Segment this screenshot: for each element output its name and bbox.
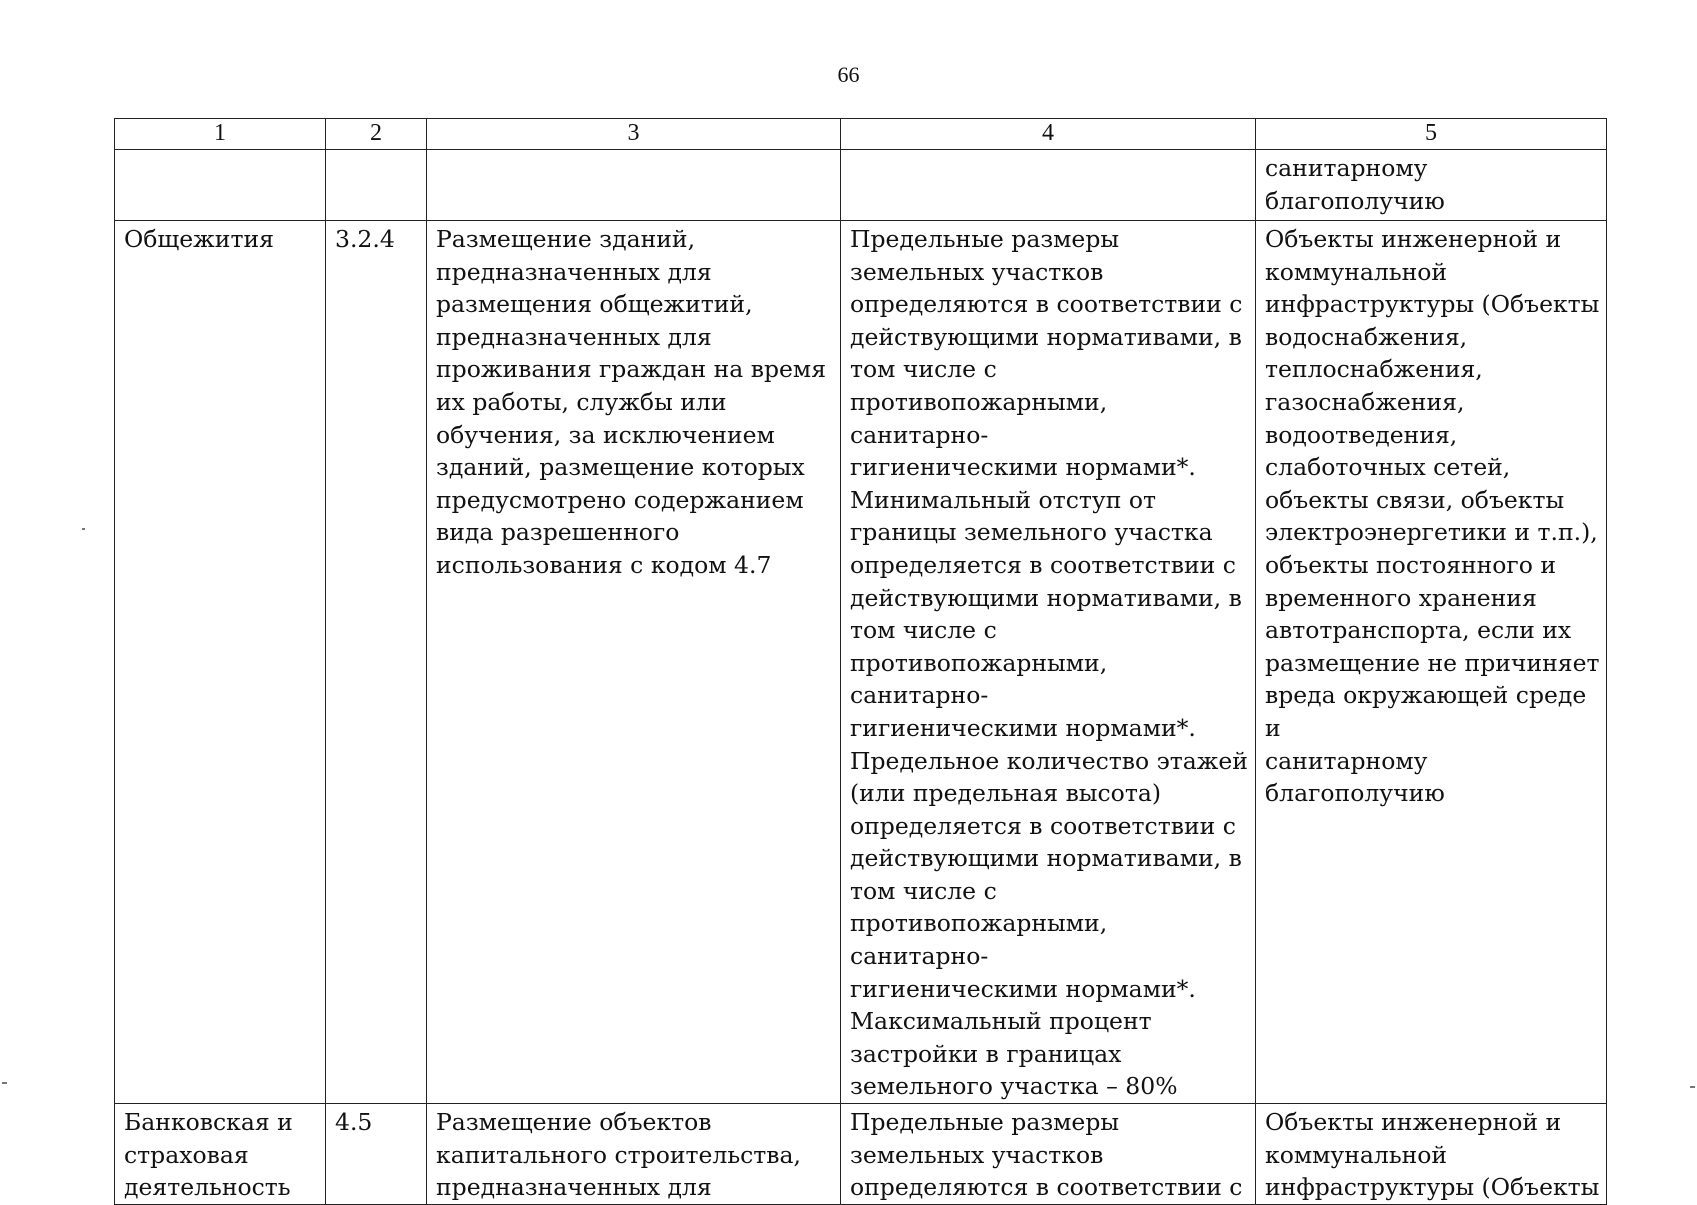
table-row bbox=[115, 221, 1607, 1104]
zoning-table bbox=[114, 118, 1607, 1205]
table-row bbox=[115, 1104, 1607, 1205]
parameters-cell bbox=[841, 150, 1256, 221]
use-code-cell: 4.5 bbox=[326, 1104, 427, 1205]
parameters-cell: Предельные размеры земельных участков определяются в соответствии с bbox=[841, 1104, 1256, 1205]
use-description-cell: Размещение объектов капитального строительства, предназначенных для bbox=[427, 1104, 841, 1205]
use-description-cell: Размещение зданий, предназначенных для размещения общежитий, предназначенных для проживания граждан на время их работы, службы или обучения, за исключением зданий, размещение которых предусмотрено содержанием вида разрешенного использования с кодом 4.7 bbox=[427, 221, 841, 1104]
table-header-row bbox=[115, 119, 1607, 150]
scan-speck bbox=[1690, 1086, 1695, 1088]
use-name-cell: Банковская и страховая деятельность bbox=[115, 1104, 326, 1205]
use-description-cell bbox=[427, 150, 841, 221]
scan-speck bbox=[82, 528, 85, 530]
column-number-3: 3 bbox=[427, 119, 841, 150]
auxiliary-uses-cell: санитарному благополучию bbox=[1256, 150, 1607, 221]
auxiliary-uses-cell: Объекты инженерной и коммунальной инфраструктуры (Объекты bbox=[1256, 1104, 1607, 1205]
column-number-4: 4 bbox=[841, 119, 1256, 150]
use-name-cell bbox=[115, 150, 326, 221]
table-row bbox=[115, 150, 1607, 221]
page-number: 66 bbox=[837, 62, 860, 87]
use-code-cell: 3.2.4 bbox=[326, 221, 427, 1104]
column-number-5: 5 bbox=[1256, 119, 1607, 150]
column-number-1: 1 bbox=[115, 119, 326, 150]
scan-speck bbox=[2, 1082, 7, 1084]
column-number-2: 2 bbox=[326, 119, 427, 150]
use-code-cell bbox=[326, 150, 427, 221]
parameters-cell: Предельные размеры земельных участков определяются в соответствии с действующими нормативами, в том числе с противопожарными, санитарно- гигиеническими нормами*. Минимальный отступ от границы земельного участка определяется в соответствии с действующими нормативами, в том числе с противопожарными, санитарно- гигиеническими нормами*. Предельное количество этажей (или предельная высота) определяется в соответствии с действующими нормативами, в том числе с противопожарными, санитарно- гигиеническими нормами*. Максимальный процент застройки в границах земельного участка – 80% bbox=[841, 221, 1256, 1104]
use-name-cell: Общежития bbox=[115, 221, 326, 1104]
auxiliary-uses-cell: Объекты инженерной и коммунальной инфраструктуры (Объекты водоснабжения, теплоснабжения, газоснабжения, водоотведения, слаботочных сетей, объекты связи, объекты электроэнергетики и т.п.), объекты постоянного и временного хранения автотранспорта, если их размещение не причиняет вреда окружающей среде и санитарному благополучию bbox=[1256, 221, 1607, 1104]
